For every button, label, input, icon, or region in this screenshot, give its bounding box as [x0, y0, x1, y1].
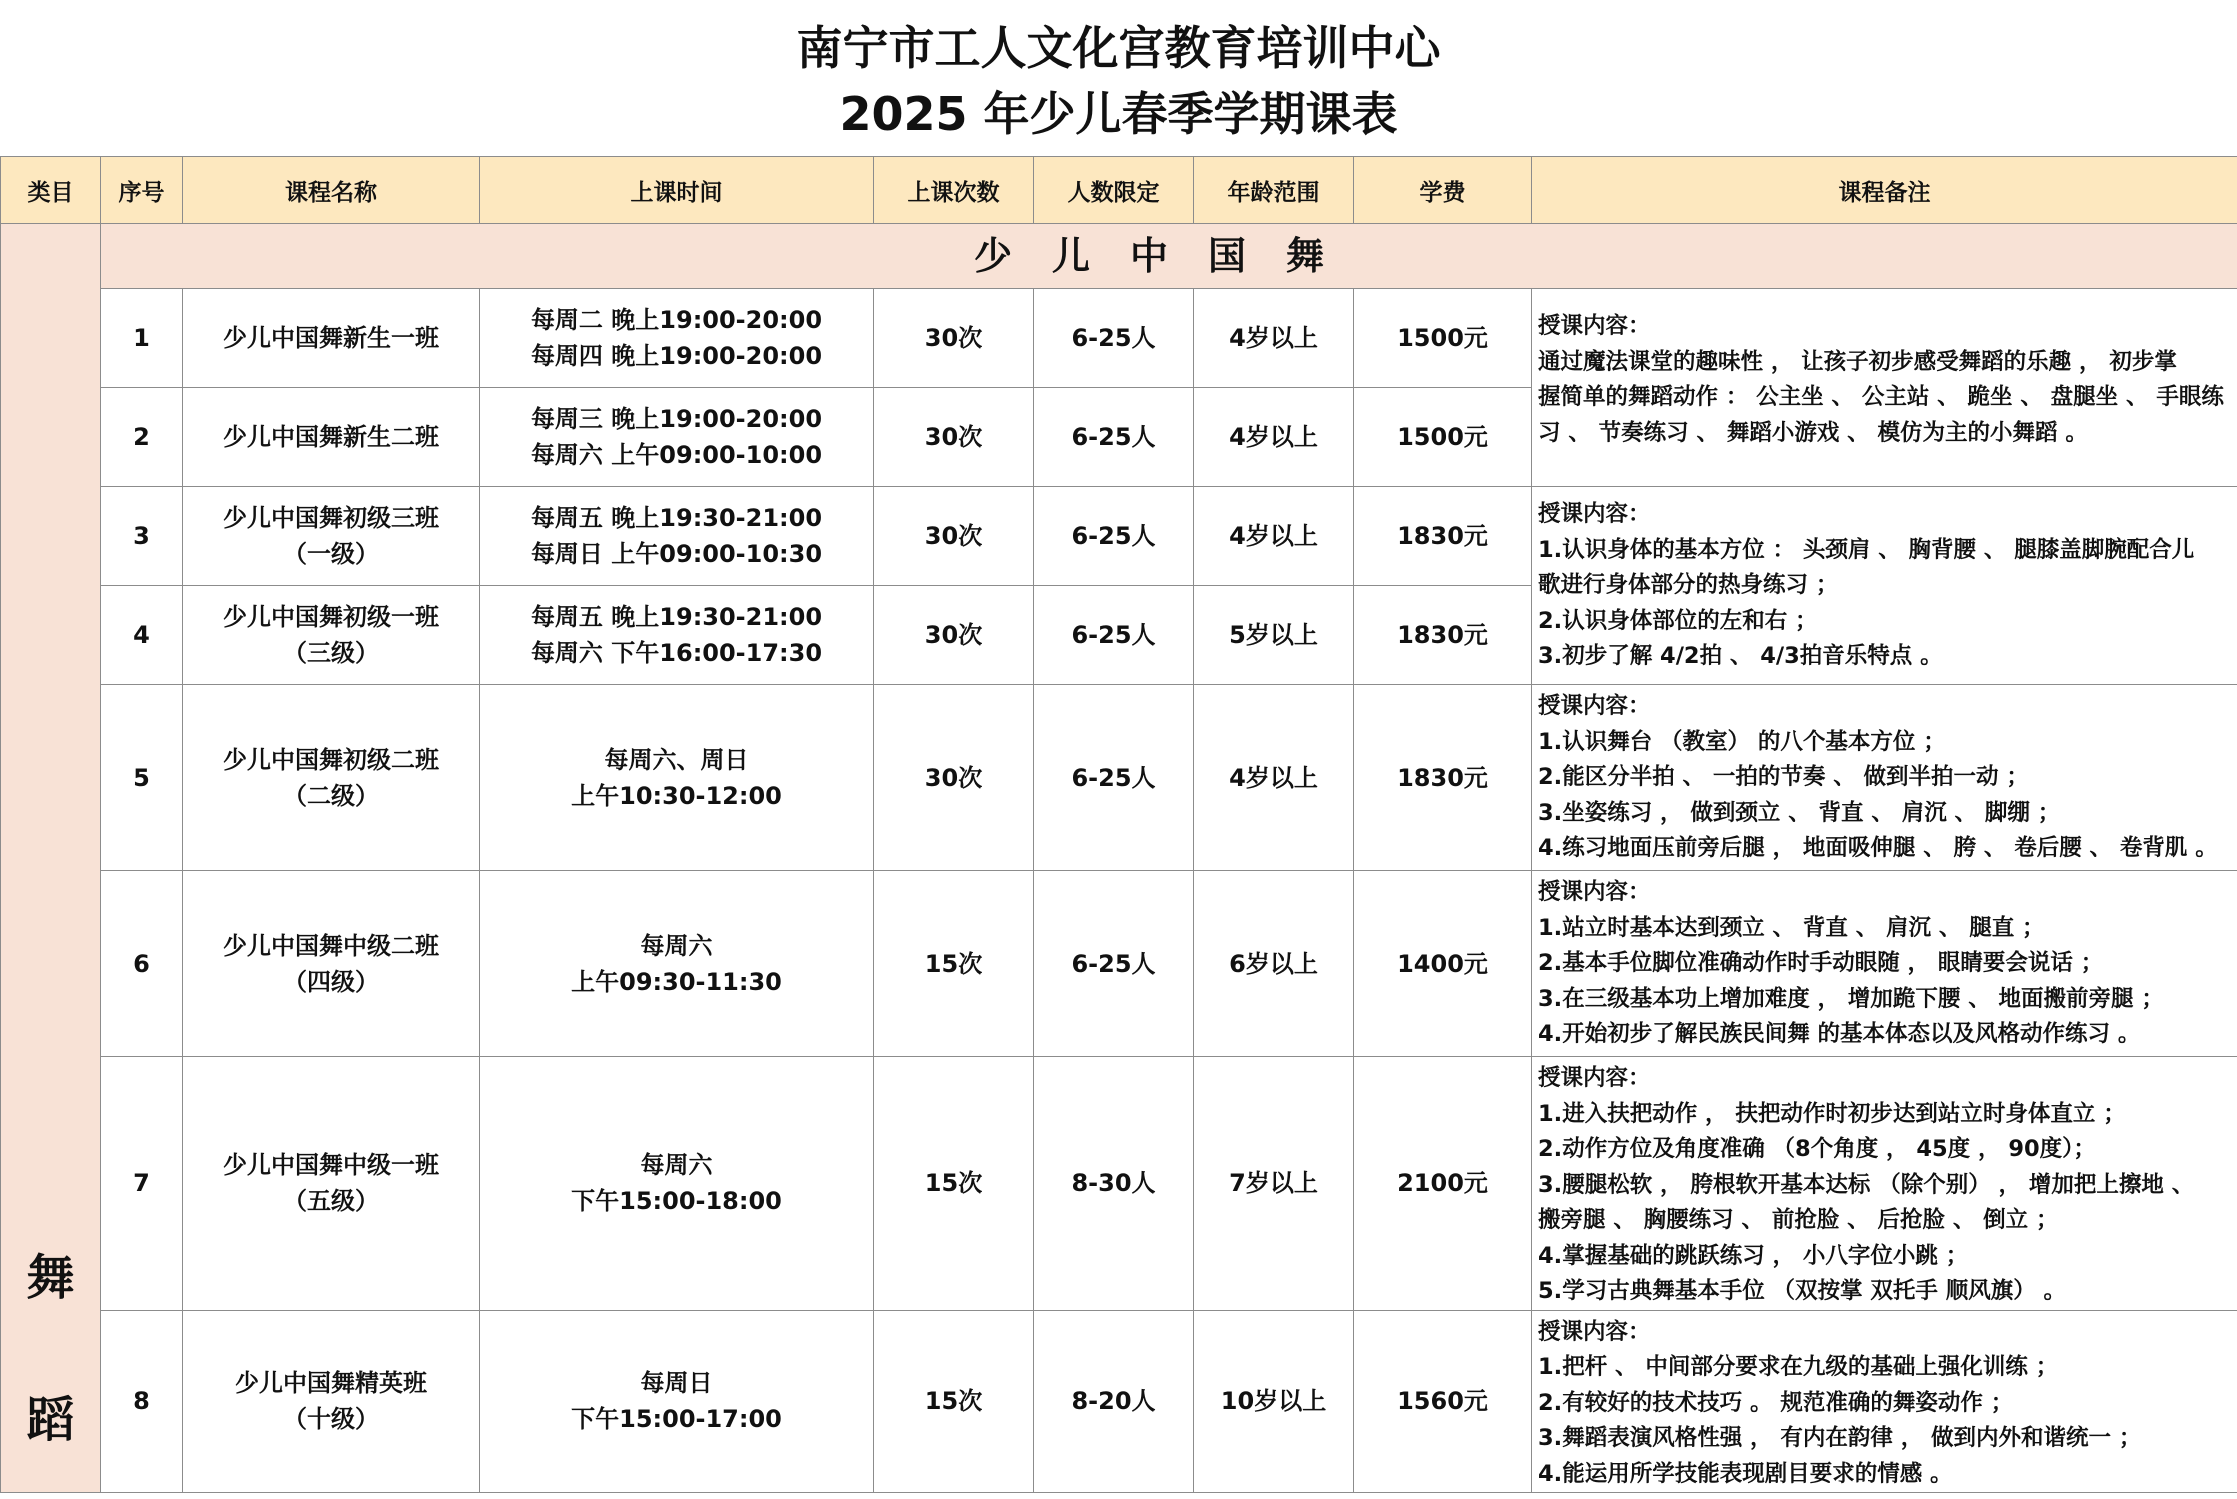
- row-number: 8: [101, 1310, 183, 1493]
- row-number: 6: [101, 871, 183, 1057]
- class-time: 每周五 晚上19:30-21:00 每周日 上午09:00-10:30: [480, 487, 874, 586]
- age-range: 4岁以上: [1194, 487, 1354, 586]
- tuition: 1830元: [1354, 487, 1532, 586]
- header-class-size: 人数限定: [1034, 157, 1194, 224]
- session-count: 30次: [874, 586, 1034, 685]
- course-name: 少儿中国舞中级二班 （四级）: [183, 871, 480, 1057]
- course-name: 少儿中国舞精英班 （十级）: [183, 1310, 480, 1493]
- class-time: 每周三 晚上19:00-20:00 每周六 上午09:00-10:00: [480, 388, 874, 487]
- course-name: 少儿中国舞初级三班 （一级）: [183, 487, 480, 586]
- session-count: 15次: [874, 1310, 1034, 1493]
- class-time: 每周二 晚上19:00-20:00 每周四 晚上19:00-20:00: [480, 289, 874, 388]
- tuition: 1400元: [1354, 871, 1532, 1057]
- section-row: [1, 224, 2237, 289]
- session-count: 30次: [874, 487, 1034, 586]
- header-age-range: 年龄范围: [1194, 157, 1354, 224]
- session-count: 30次: [874, 685, 1034, 871]
- row-number: 1: [101, 289, 183, 388]
- table-row: [1, 1057, 2237, 1311]
- session-count: 15次: [874, 1057, 1034, 1311]
- age-range: 6岁以上: [1194, 871, 1354, 1057]
- age-range: 5岁以上: [1194, 586, 1354, 685]
- course-notes: 授课内容： 1.认识身体的基本方位 ： 头颈肩 、 胸背腰 、 腿膝盖脚腕配合儿 歌进行身体部分的热身练习 ； 2.认识身体部位的左和右 ； 3.初步了解 4/2拍 、 4/3拍音乐特点 。: [1532, 487, 2237, 685]
- page-title: 南宁市工人文化宫教育培训中心: [796, 21, 1441, 75]
- class-size: 6-25人: [1034, 586, 1194, 685]
- class-time: 每周五 晚上19:30-21:00 每周六 下午16:00-17:30: [480, 586, 874, 685]
- session-count: 15次: [874, 871, 1034, 1057]
- row-number: 7: [101, 1057, 183, 1311]
- course-name: 少儿中国舞新生二班: [183, 388, 480, 487]
- class-size: 6-25人: [1034, 487, 1194, 586]
- class-size: 8-30人: [1034, 1057, 1194, 1311]
- schedule-table: [0, 156, 2237, 1493]
- table-row: [1, 1310, 2237, 1493]
- category-char: 蹈: [26, 1392, 75, 1448]
- category-char: 舞: [26, 1250, 75, 1306]
- header-session-count: 上课次数: [874, 157, 1034, 224]
- course-notes: 授课内容： 1.站立时基本达到颈立 、 背直 、 肩沉 、 腿直 ； 2.基本手位脚位准确动作时手动眼随 ， 眼睛要会说话 ； 3.在三级基本功上增加难度 ， 增加跪下腰 、 地面搬前旁腿 ； 4.开始初步了解民族民间舞 的基本体态以及风格动作练习 。: [1532, 871, 2237, 1057]
- row-number: 3: [101, 487, 183, 586]
- header-class-time: 上课时间: [480, 157, 874, 224]
- age-range: 10岁以上: [1194, 1310, 1354, 1493]
- tuition: 1560元: [1354, 1310, 1532, 1493]
- class-time: 每周日 下午15:00-17:00: [480, 1310, 874, 1493]
- class-time: 每周六 下午15:00-18:00: [480, 1057, 874, 1311]
- course-notes: 授课内容： 1.进入扶把动作 ， 扶把动作时初步达到站立时身体直立 ； 2.动作方位及角度准确 （8个角度 ， 45度 ， 90度）； 3.腰腿松软 ， 胯根软开基本达标 （除个别） ， 增加把上擦地 、 搬旁腿 、 胸腰练习 、 前抢脸 、 后抢脸 、 倒立 ； 4.掌握基础的跳跃练习 ， 小八字位小跳 ； 5.学习古典舞基本手位 （双按掌 双托手 顺风旗） 。: [1532, 1057, 2237, 1311]
- table-row: [1, 289, 2237, 388]
- course-notes: 授课内容： 1.把杆 、 中间部分要求在九级的基础上强化训练 ； 2.有较好的技术技巧 。 规范准确的舞姿动作 ； 3.舞蹈表演风格性强 ， 有内在韵律 ， 做到内外和谐统一 ； 4.能运用所学技能表现剧目要求的情感 。: [1532, 1310, 2237, 1493]
- class-size: 6-25人: [1034, 388, 1194, 487]
- tuition: 1830元: [1354, 586, 1532, 685]
- age-range: 4岁以上: [1194, 289, 1354, 388]
- row-number: 4: [101, 586, 183, 685]
- course-name: 少儿中国舞初级二班 （二级）: [183, 685, 480, 871]
- tuition: 1500元: [1354, 388, 1532, 487]
- table-row: [1, 487, 2237, 586]
- class-size: 8-20人: [1034, 1310, 1194, 1493]
- course-notes: 授课内容： 通过魔法课堂的趣味性 ， 让孩子初步感受舞蹈的乐趣 ， 初步掌 握简单的舞蹈动作 ： 公主坐 、 公主站 、 跪坐 、 盘腿坐 、 手眼练 习 、 节奏练习 、 舞蹈小游戏 、 模仿为主的小舞蹈 。: [1532, 289, 2237, 487]
- class-time: 每周六 上午09:30-11:30: [480, 871, 874, 1057]
- section-title: 少儿中国舞: [101, 224, 2237, 289]
- course-name: 少儿中国舞中级一班 （五级）: [183, 1057, 480, 1311]
- header-course-name: 课程名称: [183, 157, 480, 224]
- page-subtitle: 2025 年少儿春季学期课表: [839, 87, 1398, 141]
- age-range: 4岁以上: [1194, 685, 1354, 871]
- class-time: 每周六、周日 上午10:30-12:00: [480, 685, 874, 871]
- course-notes: 授课内容： 1.认识舞台 （教室） 的八个基本方位 ； 2.能区分半拍 、 一拍的节奏 、 做到半拍一动 ； 3.坐姿练习 ， 做到颈立 、 背直 、 肩沉 、 脚绷 ； 4.练习地面压前旁后腿 ， 地面吸伸腿 、 胯 、 卷后腰 、 卷背肌 。: [1532, 685, 2237, 871]
- header-notes: 课程备注: [1532, 157, 2237, 224]
- tuition: 1830元: [1354, 685, 1532, 871]
- row-number: 5: [101, 685, 183, 871]
- header-row: [1, 157, 2237, 224]
- course-name: 少儿中国舞新生一班: [183, 289, 480, 388]
- course-name: 少儿中国舞初级一班 （三级）: [183, 586, 480, 685]
- age-range: 7岁以上: [1194, 1057, 1354, 1311]
- session-count: 30次: [874, 388, 1034, 487]
- tuition: 1500元: [1354, 289, 1532, 388]
- class-size: 6-25人: [1034, 685, 1194, 871]
- tuition: 2100元: [1354, 1057, 1532, 1311]
- table-row: [1, 685, 2237, 871]
- row-number: 2: [101, 388, 183, 487]
- category-cell: [1, 224, 101, 1493]
- age-range: 4岁以上: [1194, 388, 1354, 487]
- header-tuition: 学费: [1354, 157, 1532, 224]
- header-number: 序号: [101, 157, 183, 224]
- table-row: [1, 871, 2237, 1057]
- class-size: 6-25人: [1034, 289, 1194, 388]
- session-count: 30次: [874, 289, 1034, 388]
- header-category: 类目: [1, 157, 101, 224]
- class-size: 6-25人: [1034, 871, 1194, 1057]
